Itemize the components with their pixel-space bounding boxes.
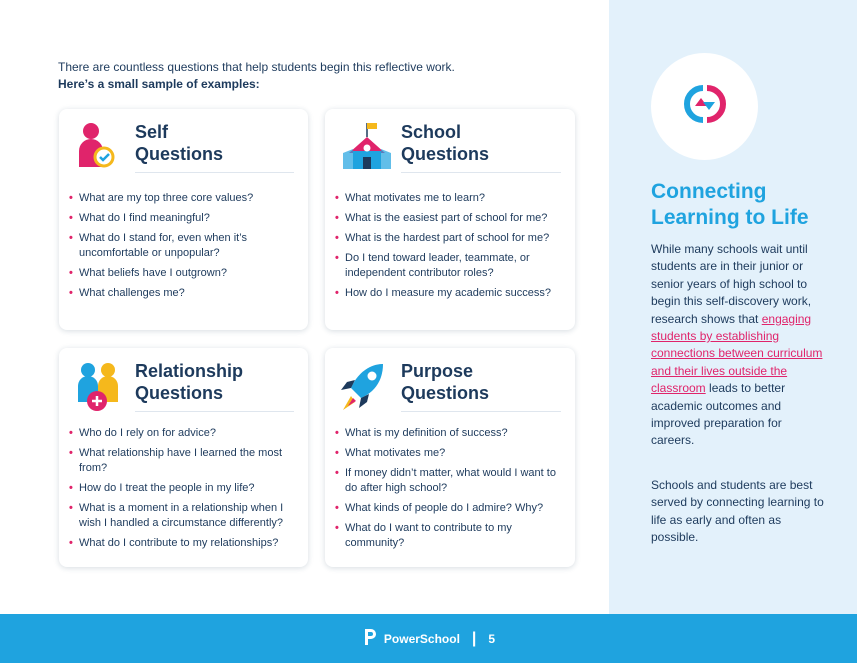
- divider: [401, 411, 561, 412]
- footer: [0, 614, 857, 663]
- divider: [135, 411, 294, 412]
- card-title-line1: Purpose: [401, 361, 474, 381]
- sidebar-paragraph: [651, 241, 826, 450]
- question-list: [335, 191, 567, 306]
- card-title-line2: Questions: [135, 383, 224, 403]
- schoolhouse-icon: [343, 121, 383, 173]
- sidebar-text: leads to better academic outcomes and improved preparation for careers.: [651, 381, 786, 448]
- card-title-line1: School: [401, 122, 462, 142]
- brand-name: PowerSchool: [383, 631, 460, 646]
- sidebar-text: While many schools wait until students are in their junior or senior years of high school to begin this self-discovery work, research shows that: [651, 242, 812, 326]
- list-item: • What are my top three core values?: [69, 191, 300, 206]
- list-item: • How do I treat the people in my life?: [69, 481, 300, 496]
- card-title: [135, 121, 223, 165]
- divider: [401, 172, 561, 173]
- card-title: [401, 121, 489, 165]
- list-item: • What motivates me to learn?: [335, 191, 567, 206]
- list-item: • What is the easiest part of school for me?: [335, 211, 567, 226]
- purpose-questions-card: [325, 348, 575, 567]
- list-item: • If money didn’t matter, what would I want to do after high school?: [335, 466, 567, 496]
- self-questions-card: [59, 109, 308, 330]
- list-item: • What do I contribute to my relationships?: [69, 536, 300, 551]
- card-title-line2: Questions: [401, 383, 490, 403]
- list-item: • What relationship have I learned the most from?: [69, 446, 300, 476]
- rocket-icon: [339, 360, 387, 412]
- intro-text: [58, 59, 578, 93]
- divider: [135, 172, 294, 173]
- person-check-icon: [77, 121, 117, 173]
- list-item: • What is my definition of success?: [335, 426, 567, 441]
- connecting-arrows-icon: [673, 80, 737, 133]
- relationship-questions-card: [59, 348, 308, 567]
- people-plus-icon: [77, 360, 117, 412]
- list-item: • What beliefs have I outgrown?: [69, 266, 300, 281]
- sidebar-paragraph: Schools and students are best served by connecting learning to life as early and often as possible.: [651, 478, 824, 545]
- list-item: • Who do I rely on for advice?: [69, 426, 300, 441]
- list-item: • What challenges me?: [69, 286, 300, 301]
- brand: [362, 628, 460, 649]
- list-item: • What do I find meaningful?: [69, 211, 300, 226]
- card-title-line2: Questions: [135, 144, 224, 164]
- sidebar-title: Connecting Learning to Life: [651, 180, 809, 229]
- card-title: [401, 360, 489, 404]
- research-link[interactable]: engaging students by establishing connections between curriculum and their lives outside the classroom: [651, 311, 823, 396]
- page-number: 5: [488, 631, 496, 646]
- list-item: • What is the hardest part of school for me?: [335, 231, 567, 246]
- intro-subline: Here’s a small sample of examples:: [58, 77, 260, 91]
- question-list: [69, 426, 300, 556]
- list-item: • What motivates me?: [335, 446, 567, 461]
- list-item: • How do I measure my academic success?: [335, 286, 567, 301]
- footer-separator: |: [471, 629, 477, 647]
- card-title-line1: Relationship: [135, 361, 244, 381]
- sidebar-logo-badge: [651, 53, 758, 160]
- list-item: • Do I tend toward leader, teammate, or independent contributor roles?: [335, 251, 567, 281]
- list-item: • What do I stand for, even when it’s uncomfortable or unpopular?: [69, 231, 300, 261]
- list-item: • What do I want to contribute to my community?: [335, 521, 567, 551]
- question-list: [69, 191, 300, 306]
- list-item: • What kinds of people do I admire? Why?: [335, 501, 567, 516]
- school-questions-card: [325, 109, 575, 330]
- card-title-line1: Self: [135, 122, 169, 142]
- question-list: [335, 426, 567, 556]
- powerschool-logo-icon: [362, 628, 378, 649]
- card-title-line2: Questions: [401, 144, 490, 164]
- list-item: • What is a moment in a relationship when I wish I handled a circumstance differently?: [69, 501, 300, 531]
- intro-line: There are countless questions that help students begin this reflective work.: [58, 60, 455, 74]
- card-title: [135, 360, 243, 404]
